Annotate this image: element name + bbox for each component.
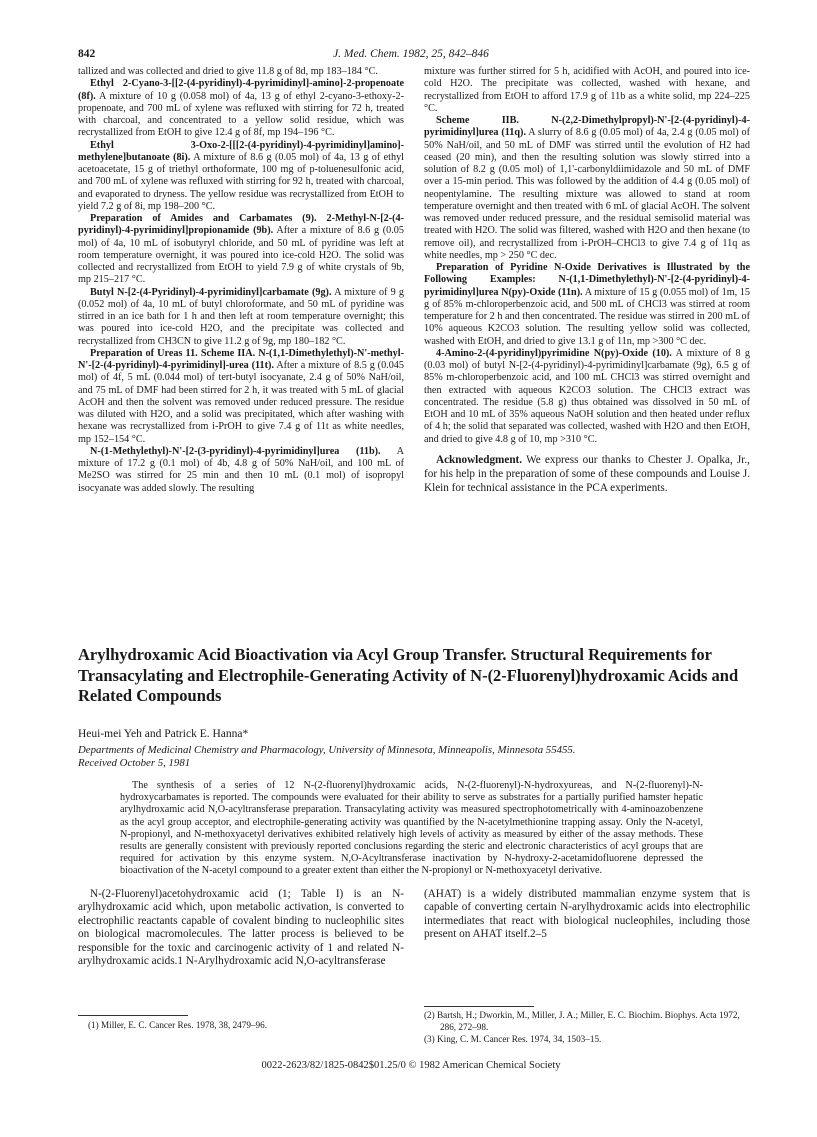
footnote: (1) Miller, E. C. Cancer Res. 1978, 38, 2479–96. xyxy=(88,1020,268,1030)
article-authors: Heui-mei Yeh and Patrick E. Hanna* xyxy=(78,728,249,740)
experimental-right-column xyxy=(424,66,750,495)
compound-heading: Ethyl 3-Oxo-2-[[[2-(4-pyridinyl)-4-pyrimidinyl]amino]-methylene]butanoate (8i). xyxy=(78,139,404,163)
journal-citation: J. Med. Chem. 1982, 25, 842–846 xyxy=(333,48,489,60)
paragraph: 4-Amino-2-(4-pyridinyl)pyrimidine N(py)-Oxide (10). A mixture of 8 g (0.03 mol) of butyl N-[2-(4-pyridinyl)-4-pyrimidinyl]carbamate (9g), 6.5 g of 85% m-chloroperbenzoic acid, and 100 mL CHCl3 was stirred overnight and then extracted with aqueous K2CO3 solution. The CHCl3 extract was concentrated. The residue (5.8 g) thus obtained was dissolved in 50 mL of EtOH and 10 mL of 35% aqueous NaOH solution and then heated under reflux of 4 h; the solid that separated was collected, washed with H2O and then EtOH, and dried to give 4.8 g of 10, mp >310 °C. xyxy=(424,347,751,445)
paragraph: Preparation of Pyridine N-Oxide Derivatives is Illustrated by the Following Examples: N-(1,1-Dimethylethyl)-N'-[2-(4-pyridinyl)-4-pyrimidinyl]urea N(py)-Oxide (11n). A mixture of 15 g (0.055 mol) of 1m, 15 g of 85% m-chloroperbenzoic acid, and 500 mL of CHCl3 was stirred at room temperature for 2 h and then concentrated. The residue was stirred in 200 mL of 10% aqueous K2CO3 solution. The resulting yellow solid was collected, washed with EtOH, and dried to give 13.1 g of 11n, mp >300 °C dec. xyxy=(424,262,751,347)
footnote-rule-right xyxy=(424,1006,534,1007)
author-affiliation xyxy=(78,744,744,770)
footnote: (2) Bartsh, H.; Dworkin, M., Miller, J. A.; Miller, E. C. Biochim. Biophys. Acta 1972, 286, 272–98. xyxy=(424,1010,740,1032)
paragraph: Scheme IIB. N-(2,2-Dimethylpropyl)-N'-[2-(4-pyridinyl)-4-pyrimidinyl]urea (11q). A slurry of 8.6 g (0.05 mol) of 4a, 2.4 g (0.05 mol) of 50% NaH/oil, and 50 mL of DMF was stirred until the evolution of H2 had ceased (20 min), and then the resulting solution was slowly stirred into a solution of 8.2 g (0.05 mol) of 1,1'-carbonyldiimidazole and 50 mL of DMF over a 15-min period. This was followed by the addition of 4.4 g (0.05 mol) of neopentylamine. The resulting mixture was allowed to stand at room temperature overnight and then treated with 6 mL of glacial AcOH. The solvent was removed under reduced pressure, and the residual semisolid material was treated with H2O. The solid was filtered, washed with H2O and then hexane (to remove oil), and recrystallized from i-PrOH–CHCl3 to give 7.4 g of 11q as white needles, mp > 250 °C dec. xyxy=(424,115,750,261)
affiliation-text: Departments of Medicinal Chemistry and Pharmacology, University of Minnesota, Minneapolis, Minnesota 55455. xyxy=(78,744,576,756)
paragraph: tallized and was collected and dried to give 11.8 g of 8d, mp 183–184 °C. xyxy=(78,66,378,77)
compound-heading: Scheme IIB. N-(2,2-Dimethylpropyl)-N'-[2-(4-pyridinyl)-4-pyrimidinyl]urea (11q). xyxy=(424,115,750,139)
article-title: Arylhydroxamic Acid Bioactivation via Acyl Group Transfer. Structural Requirements for Transacylating and Electrophile-Generating Activity of N-(2-Fluorenyl)hydroxamic Acids and Related Compounds xyxy=(78,645,739,705)
footnote: (3) King, C. M. Cancer Res. 1974, 34, 1503–15. xyxy=(424,1034,602,1044)
paragraph: Ethyl 3-Oxo-2-[[[2-(4-pyridinyl)-4-pyrimidinyl]amino]-methylene]butanoate (8i). A mixture of 8.6 g (0.05 mol) of 4a, 13 g of ethyl acetoacetate, 15 g of triethyl orthoformate, 100 mg of p-toluenesulfonic acid, and 700 mL of xylene was refluxed with stirring for 92 h, treated with charcoal, and evaporated to dryness. The yellow residue was recrystallized from EtOH to yield 7.2 g of 8i, mp 198–200 °C. xyxy=(78,139,405,212)
footnote-rule-left xyxy=(78,1015,188,1016)
footnote-left xyxy=(88,1019,404,1031)
copyright-footer: 0022-2623/82/1825-0842$01.25/0 © 1982 American Chemical Society xyxy=(261,1060,561,1071)
paragraph: Butyl N-[2-(4-Pyridinyl)-4-pyrimidinyl]carbamate (9g). A mixture of 9 g (0.052 mol) of 4a, 10 mL of butyl chloroformate, and 50 mL of pyridine was stirred in an ice bath for 1 h and then left at room temperature overnight; this was poured into ice-cold H2O, and the precipitate was collected and recrystallized from CH3CN to give 11.2 g of 9g, mp 180–182 °C. xyxy=(78,286,405,347)
compound-heading: Preparation of Amides and Carbamates (9). 2-Methyl-N-[2-(4-pyridinyl)-4-pyrimidinyl]propionamide (9b). xyxy=(78,213,404,237)
introduction-left: N-(2-Fluorenyl)acetohydroxamic acid (1; Table I) is an N-arylhydroxamic acid which, upon metabolic activation, is converted to electrophilic reactants capable of covalent binding to nucleophilic sites on biological macromolecules. The latter process is believed to be responsible for the toxic and carcinogenic activity of 1 and related N-arylhydroxamic acids.1 N-Arylhydroxamic acid N,O-acyltransferase xyxy=(78,888,404,968)
acknowledgment-heading: Acknowledgment. xyxy=(436,453,523,466)
received-date: Received October 5, 1981 xyxy=(78,757,191,769)
paragraph: N-(1-Methylethyl)-N'-[2-(3-pyridinyl)-4-pyrimidinyl]urea (11b). A mixture of 17.2 g (0.1 mol) of 4b, 4.8 g of 50% NaH/oil, and 100 mL of Me2SO was stirred for 25 min and then 10 mL (0.1 mol) of isopropyl isocyanate was added slowly. The resulting xyxy=(78,445,404,494)
paragraph: Preparation of Amides and Carbamates (9). 2-Methyl-N-[2-(4-pyridinyl)-4-pyrimidinyl]propionamide (9b). After a mixture of 8.6 g (0.05 mol) of 4a, 10 mL of isobutyryl chloride, and 50 mL of pyridine was left at room temperature overnight, it was poured into ice-cold H2O. The solid was collected and recrystallized from EtOH to yield 7.9 g of white crystals of 9b, mp 215–217 °C. xyxy=(78,213,404,286)
compound-heading: Ethyl 2-Cyano-3-[[2-(4-pyridinyl)-4-pyrimidinyl]-amino]-2-propenoate (8f). xyxy=(78,78,404,102)
abstract: The synthesis of a series of 12 N-(2-fluorenyl)hydroxamic acids, N-(2-fluorenyl)-N-hydroxyureas, and N-(2-fluorenyl)-N-hydroxycarbamates is reported. The compounds were evaluated for their ability to serve as substrates for a partially purified hamster hepatic arylhydroxamic acid N,O-acyltransferase preparation. Transacylating activity was measured spectrophotometrically with 4-aminoazobenzene as the acyl group acceptor, and electrophile-generating activity was quantified by the N-acetylmethionine trapping assay. Only the N-acetyl, N-propionyl, and N-methoxyacetyl derivatives exhibited relatively high levels of activity as measured by either of the assay methods. These results are generally consistent with previously reported conclusions regarding the steric and electronic characteristics of acyl groups that are required for activation by this enzyme system. N,O-Acyltransferase inactivation by N-hydroxy-2-acetamidofluorene depressed the bioactivation of the N-acetyl compound to a greater extent than either the N-propionyl or N-methoxyacetyl derivative. xyxy=(120,780,703,877)
footnotes-right xyxy=(424,1009,750,1045)
compound-heading: Butyl N-[2-(4-Pyridinyl)-4-pyrimidinyl]carbamate (9g). xyxy=(90,286,332,298)
introduction-right: (AHAT) is a widely distributed mammalian enzyme system that is capable of converting certain N-arylhydroxamic acids into electrophilic intermediates that react with biological nucleophiles, including those present on AHAT itself.2–5 xyxy=(424,888,750,941)
compound-heading: N-(1-Methylethyl)-N'-[2-(3-pyridinyl)-4-pyrimidinyl]urea (11b). xyxy=(90,445,381,457)
paragraph: Preparation of Ureas 11. Scheme IIA. N-(1,1-Dimethylethyl)-N'-methyl-N'-[2-(4-pyridinyl)-4-pyrimidinyl]-urea (11t). After a mixture of 8.5 g (0.045 mol) of 4f, 5 mL (0.044 mol) of tert-butyl isocyanate, 2.4 g of 50% NaH/oil, and 75 mL of DMF had been stirred for 2 h, it was treated with 5 mL of glacial AcOH and then the solvent was removed under reduced pressure. The residue was diluted with H2O, and a solid was precipitated, which after washing with hexane was recrystallized from i-PrOH to give 7.4 g of 11t as white needles, mp 152–154 °C. xyxy=(78,347,404,445)
page-number: 842 xyxy=(78,48,96,60)
compound-heading: Preparation of Ureas 11. Scheme IIA. N-(1,1-Dimethylethyl)-N'-methyl-N'-[2-(4-pyridinyl)-4-pyrimidinyl]-urea (11t). xyxy=(78,347,404,371)
compound-heading: 4-Amino-2-(4-pyridinyl)pyrimidine N(py)-Oxide (10). xyxy=(436,347,672,359)
experimental-left-column xyxy=(78,66,404,495)
compound-heading: Preparation of Pyridine N-Oxide Derivatives is Illustrated by the Following Examples: N-(1,1-Dimethylethyl)-N'-[2-(4-pyridinyl)-4-pyrimidinyl]urea N(py)-Oxide (11n). xyxy=(424,262,750,298)
acknowledgment: Acknowledgment. We express our thanks to Chester J. Opalka, Jr., for his help in the preparation of some of these compounds and Louise J. Klein for technical assistance in the PCA experiments. xyxy=(424,453,750,494)
paragraph: mixture was further stirred for 5 h, acidified with AcOH, and poured into ice-cold H2O. The precipitate was collected, washed with hexane, and recrystallized from EtOH to afford 17.9 g of 11b as a white solid, mp 224–225 °C. xyxy=(424,66,750,114)
paragraph: Ethyl 2-Cyano-3-[[2-(4-pyridinyl)-4-pyrimidinyl]-amino]-2-propenoate (8f). A mixture of 10 g (0.058 mol) of 4a, 13 g of ethyl 2-cyano-3-ethoxy-2-propenoate, and 700 mL of xylene was refluxed with stirring for 72 h, treated with charcoal, and concentrated to a yellow solid residue, which was recrystallized from EtOH to give 12.4 g of 8f, mp 194–196 °C. xyxy=(78,78,404,139)
page-header xyxy=(78,48,744,64)
